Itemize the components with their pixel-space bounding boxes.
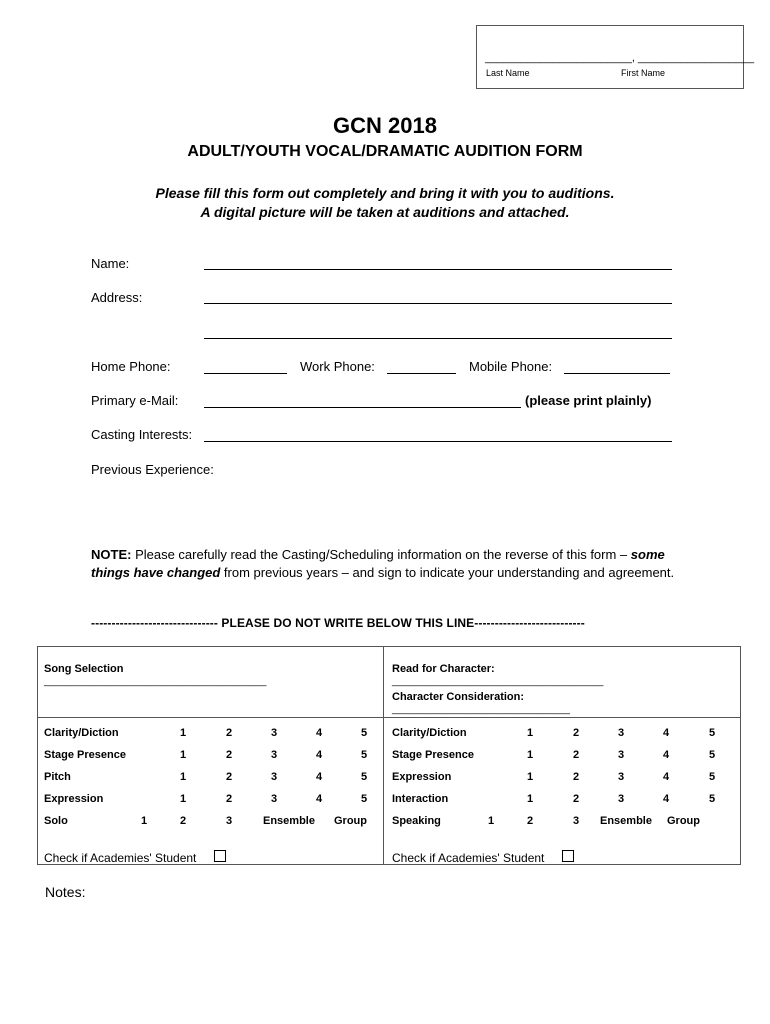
- score-option[interactable]: 4: [315, 793, 323, 805]
- left-row-expression-label: Expression: [44, 793, 104, 805]
- score-option[interactable]: 5: [708, 749, 716, 761]
- name-box: [476, 25, 755, 89]
- home-phone-line[interactable]: [204, 373, 287, 374]
- first-name-label: First Name: [621, 68, 666, 78]
- mobile-phone-line[interactable]: [564, 373, 670, 374]
- score-option[interactable]: 1: [179, 771, 187, 783]
- score-option[interactable]: 5: [360, 771, 368, 783]
- score-option[interactable]: 5: [360, 749, 368, 761]
- table-horizontal-divider: [37, 717, 741, 718]
- solo-score-option[interactable]: 1: [140, 815, 148, 827]
- score-option[interactable]: 3: [617, 771, 625, 783]
- note-emphasis: some things have changed: [91, 547, 665, 580]
- email-label: Primary e-Mail:: [91, 393, 179, 408]
- score-option[interactable]: 4: [662, 749, 670, 761]
- score-option[interactable]: 2: [572, 749, 580, 761]
- read-for-character-line[interactable]: ______________________________________: [392, 676, 604, 687]
- score-option[interactable]: 3: [270, 749, 278, 761]
- character-consideration-label: Character Consideration:: [392, 691, 525, 703]
- score-option[interactable]: 2: [572, 793, 580, 805]
- solo-label: Solo: [44, 815, 68, 827]
- address-label: Address:: [91, 290, 143, 305]
- note-paragraph: [91, 546, 701, 582]
- character-consideration-line[interactable]: ________________________________: [392, 704, 570, 715]
- left-academies-label: Check if Academies' Student: [44, 851, 197, 865]
- score-option[interactable]: 3: [270, 793, 278, 805]
- address-input-line-1[interactable]: [204, 303, 672, 304]
- song-selection-line[interactable]: ________________________________________: [44, 676, 267, 687]
- score-option[interactable]: 3: [617, 793, 625, 805]
- home-phone-label: Home Phone:: [91, 359, 171, 374]
- right-group-option[interactable]: Group: [667, 815, 700, 827]
- score-option[interactable]: 5: [708, 793, 716, 805]
- work-phone-line[interactable]: [387, 373, 456, 374]
- form-title: GCN 2018: [333, 113, 437, 138]
- read-for-character-label: Read for Character:: [392, 663, 495, 675]
- right-ensemble-option[interactable]: Ensemble: [600, 815, 652, 827]
- left-ensemble-option[interactable]: Ensemble: [263, 815, 315, 827]
- score-option[interactable]: 1: [179, 727, 187, 739]
- solo-score-option[interactable]: 2: [179, 815, 187, 827]
- speaking-score-option[interactable]: 2: [526, 815, 534, 827]
- right-row-stage-label: Stage Presence: [392, 749, 474, 761]
- address-input-line-2[interactable]: [204, 338, 672, 339]
- experience-label: Previous Experience:: [91, 462, 214, 477]
- mobile-phone-label: Mobile Phone:: [469, 359, 553, 374]
- score-option[interactable]: 2: [225, 793, 233, 805]
- name-lines[interactable]: ________________________, ___________________: [485, 52, 755, 64]
- score-option[interactable]: 4: [662, 771, 670, 783]
- score-option[interactable]: 2: [572, 727, 580, 739]
- score-option[interactable]: 4: [662, 727, 670, 739]
- left-academies-checkbox[interactable]: [214, 850, 226, 862]
- score-option[interactable]: 4: [315, 727, 323, 739]
- score-option[interactable]: 4: [315, 749, 323, 761]
- right-row-clarity-label: Clarity/Diction: [392, 727, 467, 739]
- right-row-expression-label: Expression: [392, 771, 452, 783]
- left-group-option[interactable]: Group: [334, 815, 367, 827]
- song-selection-label: Song Selection: [44, 663, 124, 675]
- score-option[interactable]: 5: [708, 771, 716, 783]
- score-option[interactable]: 3: [617, 727, 625, 739]
- score-option[interactable]: 1: [526, 749, 534, 761]
- do-not-write-divider: ------------------------------- PLEASE DO NOT WRITE BELOW THIS LINE---------------------------: [91, 616, 585, 630]
- right-row-interaction-label: Interaction: [392, 793, 449, 805]
- speaking-score-option[interactable]: 1: [487, 815, 495, 827]
- score-option[interactable]: 2: [225, 771, 233, 783]
- email-note: (please print plainly): [525, 393, 652, 408]
- score-option[interactable]: 1: [526, 727, 534, 739]
- right-academies-checkbox[interactable]: [562, 850, 574, 862]
- email-input-line[interactable]: [204, 407, 521, 408]
- table-vertical-divider: [383, 646, 384, 865]
- score-option[interactable]: 2: [225, 727, 233, 739]
- note-text-2: from previous years – and sign to indicate your understanding and agreement.: [220, 565, 675, 580]
- instruction-line-1: Please fill this form out completely and bring it with you to auditions.: [155, 185, 615, 201]
- score-option[interactable]: 5: [360, 727, 368, 739]
- score-option[interactable]: 1: [526, 793, 534, 805]
- note-text-1: Please carefully read the Casting/Scheduling information on the reverse of this form –: [131, 547, 631, 562]
- solo-score-option[interactable]: 3: [225, 815, 233, 827]
- right-academies-label: Check if Academies' Student: [392, 851, 545, 865]
- score-option[interactable]: 1: [526, 771, 534, 783]
- last-name-label: Last Name: [486, 68, 530, 78]
- speaking-label: Speaking: [392, 815, 441, 827]
- casting-input-line[interactable]: [204, 441, 672, 442]
- work-phone-label: Work Phone:: [300, 359, 375, 374]
- score-option[interactable]: 1: [179, 793, 187, 805]
- form-subtitle: ADULT/YOUTH VOCAL/DRAMATIC AUDITION FORM: [187, 143, 583, 160]
- note-label: NOTE:: [91, 547, 132, 562]
- notes-label: Notes:: [45, 884, 86, 900]
- name-input-line[interactable]: [204, 269, 672, 270]
- score-option[interactable]: 2: [572, 771, 580, 783]
- left-row-pitch-label: Pitch: [44, 771, 71, 783]
- score-option[interactable]: 5: [708, 727, 716, 739]
- score-option[interactable]: 5: [360, 793, 368, 805]
- left-row-stage-label: Stage Presence: [44, 749, 126, 761]
- score-option[interactable]: 3: [270, 727, 278, 739]
- score-option[interactable]: 2: [225, 749, 233, 761]
- instruction-line-2: A digital picture will be taken at auditions and attached.: [200, 204, 570, 220]
- speaking-score-option[interactable]: 3: [572, 815, 580, 827]
- score-option[interactable]: 3: [617, 749, 625, 761]
- left-row-clarity-label: Clarity/Diction: [44, 727, 119, 739]
- score-option[interactable]: 4: [315, 771, 323, 783]
- name-label: Name:: [91, 256, 130, 271]
- score-option[interactable]: 1: [179, 749, 187, 761]
- casting-label: Casting Interests:: [91, 427, 193, 442]
- score-option[interactable]: 3: [270, 771, 278, 783]
- score-option[interactable]: 4: [662, 793, 670, 805]
